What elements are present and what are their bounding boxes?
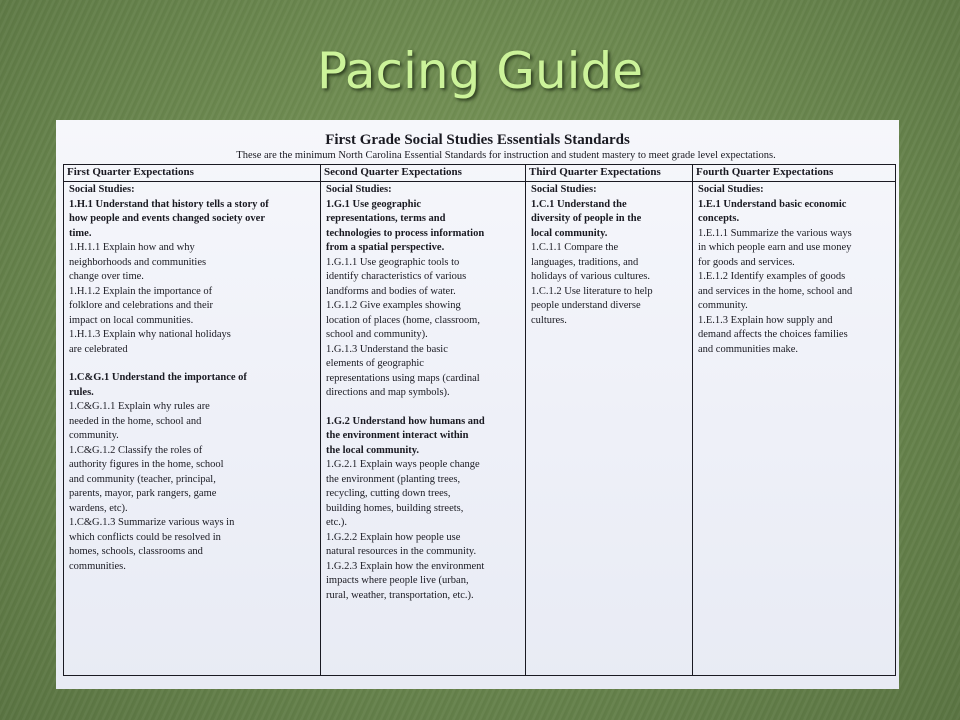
standard-line: 1.E.1 Understand basic economic	[698, 198, 847, 210]
standard-line: 1.H.1.1 Explain how and why	[69, 242, 195, 253]
standard-line: 1.E.1.2 Identify examples of goods	[698, 271, 846, 282]
standard-line: representations, terms and	[326, 213, 446, 224]
standard-line: Social Studies:	[531, 184, 597, 195]
column-body-q2	[320, 182, 525, 675]
standard-line: community.	[698, 300, 748, 311]
standard-line: parents, mayor, park rangers, game	[69, 488, 217, 499]
standard-line: authority figures in the home, school	[69, 459, 224, 470]
column-header-q4: Fourth Quarter Expectations	[692, 165, 895, 182]
standard-line: 1.G.2.2 Explain how people use	[326, 531, 461, 543]
standard-line: 1.H.1.3 Explain why national holidays	[69, 329, 231, 340]
standard-line: natural resources in the community.	[326, 546, 477, 557]
standard-line: impacts where people live (urban,	[326, 575, 469, 586]
standard-line: 1.G.1 Use geographic	[326, 198, 422, 210]
standard-line: how people and events changed society over	[69, 213, 265, 224]
standard-line: 1.H.1.2 Explain the importance of	[69, 285, 213, 297]
spacer	[69, 357, 315, 371]
standard-line: from a spatial perspective.	[326, 242, 445, 253]
standard-line: and community (teacher, principal,	[69, 473, 216, 485]
column-header-q1: First Quarter Expectations	[64, 165, 320, 182]
slide-title: Pacing Guide	[316, 42, 644, 100]
standard-line: rural, weather, transportation, etc.).	[326, 589, 474, 601]
standard-line: which conflicts could be resolved in	[69, 531, 221, 543]
standard-line: folklore and celebrations and their	[69, 300, 214, 311]
standard-line: 1.G.1.3 Understand the basic	[326, 343, 448, 355]
standard-line: representations using maps (cardinal	[326, 372, 480, 384]
standard-line: 1.C&G.1.2 Classify the roles of	[69, 444, 203, 456]
standard-line: demand affects the choices families	[698, 329, 848, 340]
standard-line: the environment interact within	[326, 430, 469, 441]
column-body-q1	[64, 182, 320, 675]
standard-line: landforms and bodies of water.	[326, 285, 456, 297]
standard-line: 1.E.1.1 Summarize the various ways	[698, 227, 852, 239]
standard-line: in which people earn and use money	[698, 242, 852, 253]
standard-line: technologies to process information	[326, 227, 485, 239]
standard-line: identify characteristics of various	[326, 271, 467, 282]
standard-line: 1.C&G.1.3 Summarize various ways in	[69, 517, 235, 528]
standard-line: 1.C&G.1 Understand the importance of	[69, 372, 247, 383]
standard-line: and services in the home, school and	[698, 285, 853, 297]
standard-line: the environment (planting trees,	[326, 473, 461, 485]
standard-line: needed in the home, school and	[69, 415, 202, 427]
standard-line: 1.C.1 Understand the	[531, 198, 627, 210]
standard-line: school and community).	[326, 329, 428, 340]
standard-line: 1.G.2.3 Explain how the environment	[326, 560, 485, 572]
standard-line: concepts.	[698, 213, 740, 224]
standard-line: 1.G.1.2 Give examples showing	[326, 300, 461, 311]
document-subheading: These are the minimum North Carolina Essential Standards for instruction and student mastery to meet grade level expectations.	[236, 150, 776, 161]
standard-line: time.	[69, 227, 92, 239]
standard-line: community.	[69, 430, 119, 441]
standard-line: the local community.	[326, 444, 420, 456]
standard-line: 1.C.1.1 Compare the	[531, 242, 619, 253]
standard-line: 1.G.2 Understand how humans and	[326, 415, 485, 427]
standard-line: wardens, etc).	[69, 502, 128, 514]
column-body-q4	[692, 182, 895, 675]
standard-line: 1.H.1 Understand that history tells a story of	[69, 198, 269, 210]
standard-line: 1.C&G.1.1 Explain why rules are	[69, 401, 210, 412]
spacer	[326, 401, 520, 415]
standard-line: holidays of various cultures.	[531, 271, 650, 282]
standard-line: Social Studies:	[326, 184, 392, 195]
standard-line: and communities make.	[698, 343, 799, 355]
standard-line: diversity of people in the	[531, 213, 642, 224]
standard-line: location of places (home, classroom,	[326, 314, 480, 326]
standard-line: neighborhoods and communities	[69, 256, 207, 268]
standards-table	[63, 164, 896, 676]
standard-line: communities.	[69, 560, 126, 572]
standard-line: etc.).	[326, 517, 347, 528]
standard-line: people understand diverse	[531, 300, 641, 311]
standard-line: directions and map symbols).	[326, 387, 450, 398]
standard-line: 1.C.1.2 Use literature to help	[531, 285, 653, 297]
standard-line: homes, schools, classrooms and	[69, 546, 203, 557]
standard-line: for goods and services.	[698, 256, 795, 268]
standard-line: building homes, building streets,	[326, 502, 464, 514]
standard-line: impact on local communities.	[69, 314, 194, 326]
column-body-q3	[525, 182, 692, 675]
standards-document	[56, 120, 899, 689]
standard-line: cultures.	[531, 314, 567, 326]
standard-line: are celebrated	[69, 343, 128, 355]
standard-line: 1.E.1.3 Explain how supply and	[698, 314, 833, 326]
standard-line: Social Studies:	[69, 184, 135, 195]
standard-line: elements of geographic	[326, 358, 424, 369]
standard-line: recycling, cutting down trees,	[326, 488, 451, 499]
standard-line: 1.G.2.1 Explain ways people change	[326, 459, 480, 470]
standard-line: Social Studies:	[698, 184, 764, 195]
standard-line: 1.G.1.1 Use geographic tools to	[326, 256, 460, 268]
standard-line: languages, traditions, and	[531, 256, 639, 268]
column-header-q3: Third Quarter Expectations	[525, 165, 692, 182]
standard-line: local community.	[531, 227, 608, 239]
column-header-q2: Second Quarter Expectations	[320, 165, 525, 182]
standard-line: change over time.	[69, 271, 144, 282]
document-heading: First Grade Social Studies Essentials Standards	[325, 132, 630, 148]
standard-line: rules.	[69, 386, 94, 398]
